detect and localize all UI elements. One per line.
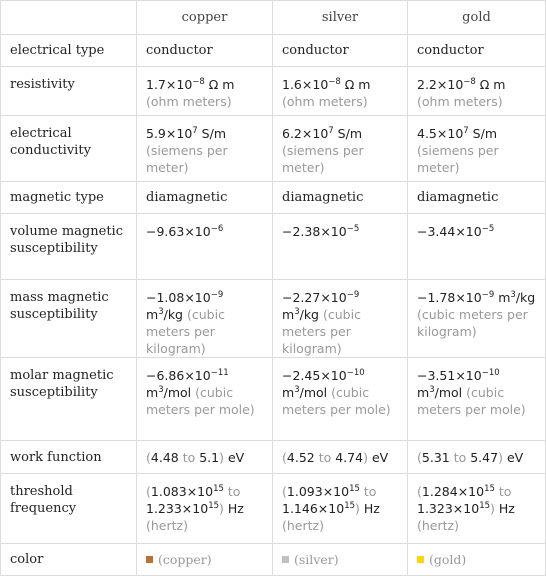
work-function-silver: (4.52 to 4.74) eV (273, 441, 408, 474)
table-row-color (1, 544, 546, 576)
mass-susceptibility-gold: $-1.78\times 10^{-9}$ $m^3/kg$ (cubic meters per kilogram) (408, 280, 546, 358)
conductivity-copper: $5.9\times 10^7$ S/m (siemens per meter) (137, 116, 273, 182)
magnetic-type-copper: diamagnetic (137, 182, 273, 214)
threshold-frequency-copper: ($1.083\times 10^{15}$ to $1.233\times 10^{15}$) Hz (hertz) (137, 474, 273, 544)
electrical-type-silver: conductor (273, 35, 408, 67)
table-row-electrical-type (1, 35, 546, 67)
volume-susceptibility-copper: $-9.63\times 10^{-6}$ (137, 214, 273, 280)
table-row-work-function (1, 441, 546, 474)
mass-susceptibility-copper: $-1.08\times 10^{-9}$ $m^3/kg$ (cubic meters per kilogram) (137, 280, 273, 358)
copper-color-swatch (146, 556, 153, 563)
conductivity-silver: $6.2\times 10^7$ S/m (siemens per meter) (273, 116, 408, 182)
row-label: color (1, 544, 137, 576)
resistivity-copper: $1.7\times 10^{-8}$ Ω m (ohm meters) (137, 67, 273, 116)
row-label: work function (1, 441, 137, 474)
table-row-molar-susceptibility (1, 358, 546, 441)
silver-color-swatch (282, 556, 289, 563)
magnetic-type-silver: diamagnetic (273, 182, 408, 214)
color-silver: (silver) (273, 544, 408, 576)
conductivity-gold: $4.5\times 10^7$ S/m (siemens per meter) (408, 116, 546, 182)
magnetic-type-gold: diamagnetic (408, 182, 546, 214)
table-row-resistivity (1, 67, 546, 116)
electrical-type-gold: conductor (408, 35, 546, 67)
table-row-magnetic-type (1, 182, 546, 214)
color-copper: (copper) (137, 544, 273, 576)
table-row-threshold-frequency (1, 474, 546, 544)
row-label: electrical type (1, 35, 137, 67)
threshold-frequency-gold: ($1.284\times 10^{15}$ to $1.323\times 10^{15}$) Hz (hertz) (408, 474, 546, 544)
electrical-type-copper: conductor (137, 35, 273, 67)
resistivity-gold: $2.2\times 10^{-8}$ Ω m (ohm meters) (408, 67, 546, 116)
volume-susceptibility-gold: $-3.44\times 10^{-5}$ (408, 214, 546, 280)
table-row-volume-susceptibility (1, 214, 546, 280)
column-header-gold: gold (408, 1, 546, 35)
threshold-frequency-silver: ($1.093\times 10^{15}$ to $1.146\times 10^{15}$) Hz (hertz) (273, 474, 408, 544)
color-gold: (gold) (408, 544, 546, 576)
table-row-mass-susceptibility (1, 280, 546, 358)
row-label: volume magnetic susceptibility (1, 214, 137, 280)
column-header-silver: silver (273, 1, 408, 35)
corner-cell (1, 1, 137, 35)
gold-color-swatch (417, 556, 424, 563)
resistivity-silver: $1.6\times 10^{-8}$ Ω m (ohm meters) (273, 67, 408, 116)
header-row (1, 1, 546, 35)
row-label: magnetic type (1, 182, 137, 214)
molar-susceptibility-gold: $-3.51\times 10^{-10}$ $m^3$/mol (cubic meters per mole) (408, 358, 546, 441)
row-label: molar magnetic susceptibility (1, 358, 137, 441)
molar-susceptibility-copper: $-6.86\times 10^{-11}$ $m^3$/mol (cubic meters per mole) (137, 358, 273, 441)
row-label: electrical conductivity (1, 116, 137, 182)
table-row-electrical-conductivity (1, 116, 546, 182)
row-label: mass magnetic susceptibility (1, 280, 137, 358)
work-function-copper: (4.48 to 5.1) eV (137, 441, 273, 474)
work-function-gold: (5.31 to 5.47) eV (408, 441, 546, 474)
row-label: resistivity (1, 67, 137, 116)
mass-susceptibility-silver: $-2.27\times 10^{-9}$ $m^3/kg$ (cubic meters per kilogram) (273, 280, 408, 358)
volume-susceptibility-silver: $-2.38\times 10^{-5}$ (273, 214, 408, 280)
column-header-copper: copper (137, 1, 273, 35)
row-label: threshold frequency (1, 474, 137, 544)
molar-susceptibility-silver: $-2.45\times 10^{-10}$ $m^3$/mol (cubic meters per mole) (273, 358, 408, 441)
